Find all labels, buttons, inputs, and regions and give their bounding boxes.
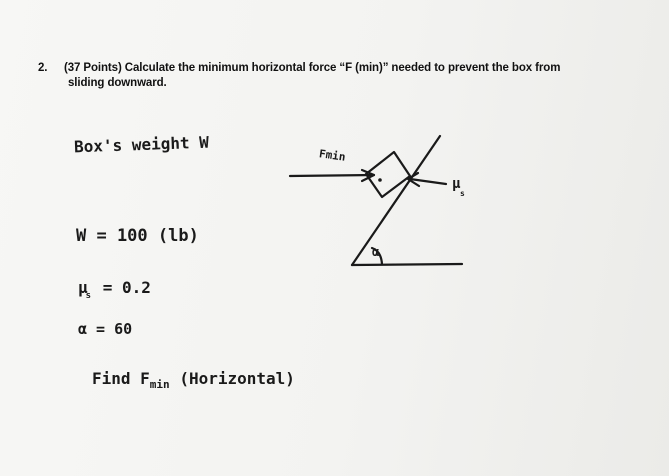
- question-body: (37 Points) Calculate the minimum horizontal force “F (min)” needed to prevent the box from: [64, 62, 561, 74]
- force-arrow: [290, 175, 374, 176]
- find-word: Find F: [92, 369, 150, 388]
- ground-line: [352, 264, 462, 265]
- mu-subscript: s: [85, 291, 92, 301]
- angle-value: α = 60: [78, 320, 133, 338]
- force-label: Fmin: [318, 147, 347, 164]
- question-line-2: sliding downward.: [68, 77, 167, 89]
- weight-label: Box's weight W: [73, 132, 210, 157]
- find-tail: (Horizontal): [179, 369, 295, 388]
- box-center-dot: [378, 178, 382, 182]
- find-subscript: min: [149, 378, 170, 391]
- weight-value: W = 100 (lb): [76, 226, 199, 246]
- mu-number: = 0.2: [102, 278, 151, 297]
- angle-label: α: [372, 245, 380, 259]
- friction-mu-subscript: s: [460, 189, 465, 198]
- question-number: 2.: [38, 62, 48, 74]
- friction-mu-label: μ: [452, 176, 461, 192]
- mu-symbol: μ: [78, 278, 88, 297]
